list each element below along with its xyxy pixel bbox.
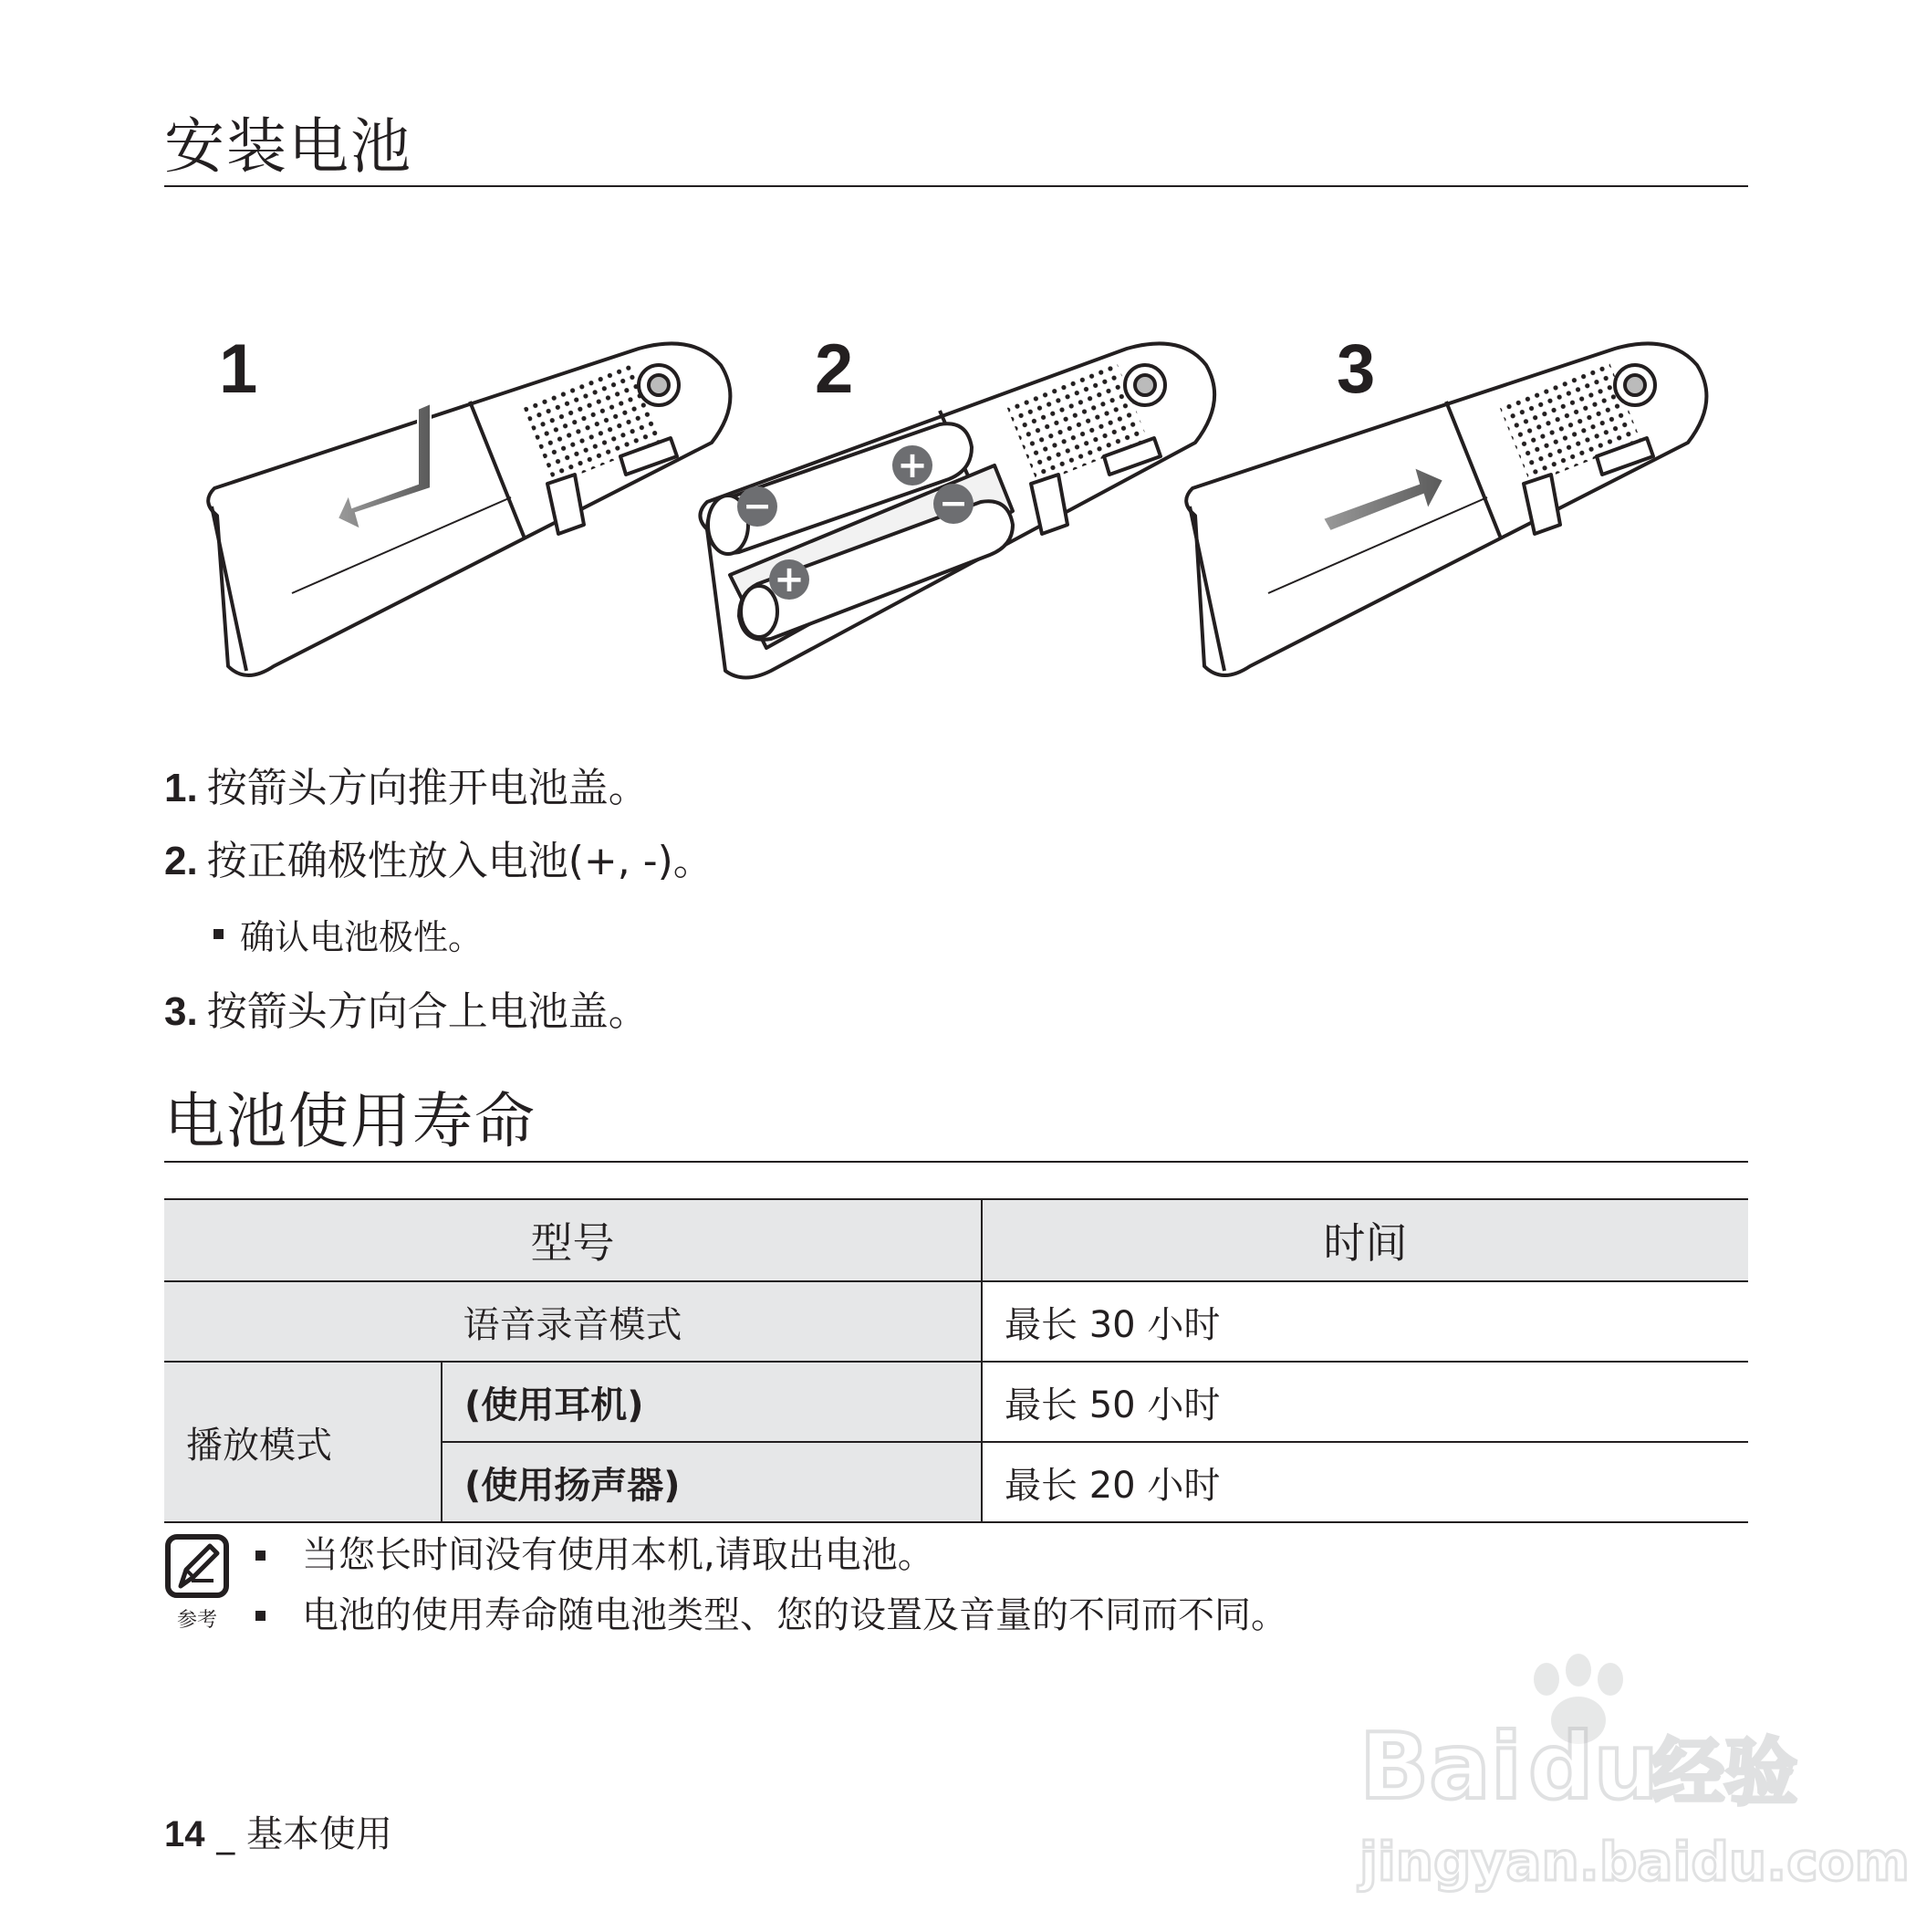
bullet-square: [255, 1611, 266, 1621]
step-1-device-drawing: [208, 343, 730, 675]
footer-section-name: 基本使用: [245, 1813, 392, 1855]
step-2-figure-label: 2: [815, 330, 854, 408]
time-cell: 最长 50 小时: [982, 1362, 1748, 1442]
step-number: 1.: [164, 766, 198, 810]
note-item: [255, 1534, 1734, 1576]
step-text: 按箭头方向合上电池盖。: [206, 988, 649, 1035]
table-header-row: [164, 1199, 1748, 1281]
watermark-brand-cn: 经验: [1651, 1730, 1797, 1815]
battery-installation-illustration: [0, 301, 1916, 712]
step-3-device-drawing: [1186, 343, 1706, 675]
watermark-url: jingyan.baidu.com: [1359, 1831, 1910, 1893]
step-3-figure-label: 3: [1337, 330, 1376, 408]
submode-cell: (使用扬声器): [442, 1442, 982, 1522]
bullet-square: [255, 1551, 266, 1561]
mode-group-cell: 播放模式: [164, 1362, 442, 1522]
note-pencil-icon: [164, 1533, 230, 1599]
header-model: 型号: [164, 1199, 982, 1281]
header-time: 时间: [982, 1199, 1748, 1281]
note-item: [255, 1594, 1734, 1636]
note-list: [255, 1533, 1734, 1657]
section-title-battery-life: 电池使用寿命: [164, 1086, 536, 1156]
mode-cell: 语音录音模式: [164, 1281, 982, 1362]
watermark-brand-2: du: [1528, 1713, 1659, 1820]
note-icon-group: [164, 1533, 230, 1633]
step-number: 2.: [164, 839, 198, 883]
section-divider: [164, 1161, 1748, 1163]
step-number: 3.: [164, 989, 198, 1034]
footer-separator: _: [216, 1813, 235, 1855]
step-3: [164, 988, 1715, 1035]
section-title-install-battery: 安装电池: [164, 111, 412, 182]
step-1-figure-label: 1: [219, 330, 258, 408]
table-row: [164, 1362, 1748, 1442]
step-1: [164, 765, 1715, 811]
minus-mark-2: −: [939, 483, 968, 523]
subnote-text: 确认电池极性。: [240, 917, 484, 957]
plus-mark-2: +: [774, 559, 805, 600]
baidu-jingyan-watermark: [1341, 1643, 1910, 1916]
time-cell: 最长 30 小时: [982, 1281, 1748, 1362]
section-divider: [164, 185, 1748, 187]
note-text: 电池的使用寿命随电池类型、您的设置及音量的不同而不同。: [302, 1594, 1287, 1636]
table-row: [164, 1281, 1748, 1362]
step-2-subnote: [213, 909, 1715, 959]
page-footer: [164, 1813, 392, 1855]
page-number: 14: [164, 1814, 205, 1854]
note-text: 当您长时间没有使用本机,请取出电池。: [302, 1534, 934, 1576]
step-text: 按箭头方向推开电池盖。: [206, 765, 649, 811]
battery-life-table: [164, 1198, 1748, 1523]
install-steps: [164, 765, 1715, 1035]
step-text: 按正确极性放入电池(+, -)。: [206, 838, 713, 884]
bullet-square: [213, 929, 224, 939]
note-icon-label: 参考: [176, 1609, 217, 1632]
submode-cell: (使用耳机): [442, 1362, 982, 1442]
minus-mark-1: −: [743, 486, 772, 526]
plus-mark-1: +: [897, 444, 928, 486]
step-2: [164, 838, 1715, 884]
watermark-brand: Bai: [1359, 1713, 1522, 1820]
time-cell: 最长 20 小时: [982, 1442, 1748, 1522]
